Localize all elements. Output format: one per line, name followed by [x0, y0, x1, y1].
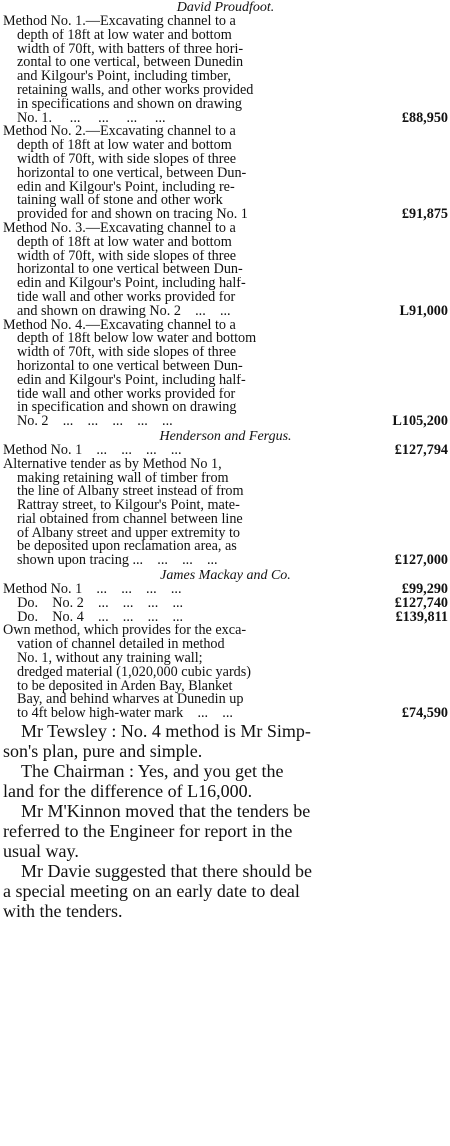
tender-text-line: horizontal to one vertical between Dun-: [17, 263, 243, 278]
tender-leader-text: Do. No. 2 ... ... ... ...: [3, 594, 184, 611]
tender-entry: [3, 608, 448, 625]
tender-text-line: dredged material (1,020,000 cubic yards): [17, 665, 252, 680]
tenderer-heading: James Mackay and Co.: [160, 568, 291, 584]
tender-text-line: Method No. 3.—Excavating channel to a: [3, 221, 236, 236]
tender-text-line: depth of 18ft at low water and bottom: [17, 139, 232, 153]
tender-amount: L105,200: [392, 413, 448, 430]
tenderer-heading: David Proudfoot.: [176, 0, 275, 15]
tender-text-line: rial obtained from channel between line: [17, 512, 243, 527]
tender-leader-text: Method No. 1 ... ... ... ...: [3, 581, 182, 598]
tender-leader-text: No. 2 ... ... ... ... ...: [17, 413, 173, 430]
tender-text-line: depth of 18ft at low water and bottom: [17, 28, 232, 43]
tender-text-line: in specifications and shown on drawing: [17, 97, 242, 112]
tender-leader-text: No. 1. ... ... ... ...: [17, 109, 166, 126]
tender-amount: £91,875: [401, 206, 448, 223]
tender-text-line: be deposited upon reclamation area, as: [17, 540, 237, 555]
tender-amount-line: [3, 441, 448, 458]
tender-leader-text: shown upon tracing ... ... ... ...: [17, 552, 218, 569]
tenderer-heading: Henderson and Fergus.: [159, 428, 292, 444]
tender-text-line: edin and Kilgour's Point, including half-: [17, 277, 246, 291]
tender-text-line: and Kilgour's Point, including timber,: [17, 70, 231, 84]
tender-amount-line: [3, 302, 448, 319]
paragraph-line: Mr Davie suggested that there should be: [21, 861, 312, 882]
tender-entry: [3, 624, 448, 721]
tender-text-line: retaining walls, and other works provided: [17, 83, 254, 98]
discussion-paragraph: [3, 721, 448, 761]
tender-entry: [3, 15, 448, 125]
paragraph-line: usual way.: [3, 841, 79, 862]
paragraph-line: son's plan, pure and simple.: [3, 741, 203, 762]
tender-text-line: making retaining wall of timber from: [17, 471, 229, 486]
tender-text-line: width of 70ft, with side slopes of three: [17, 346, 237, 360]
tender-text-line: horizontal to one vertical between Dun-: [17, 359, 243, 374]
tender-text-line: width of 70ft, with batters of three hori-: [17, 42, 244, 57]
tender-text-line: Alternative tender as by Method No 1,: [3, 457, 222, 472]
paragraph-line: The Chairman : Yes, and you get the: [21, 761, 284, 782]
tender-text-line: Method No. 1.—Excavating channel to a: [3, 15, 236, 29]
tender-amount: £139,811: [395, 608, 448, 625]
paragraph-line: referred to the Engineer for report in the: [3, 821, 293, 842]
tender-text-line: the line of Albany street instead of from: [17, 485, 244, 500]
tender-text-line: width of 70ft, with side slopes of three: [17, 249, 237, 264]
tender-text-line: of Albany street and upper extremity to: [17, 526, 240, 541]
paragraph-line: land for the difference of L16,000.: [3, 781, 253, 802]
tender-amount: £88,950: [401, 109, 448, 126]
tender-entry: [3, 125, 448, 222]
tender-text-line: depth of 18ft at low water and bottom: [17, 235, 232, 250]
tender-text-line: in specification and shown on drawing: [17, 401, 237, 416]
tender-leader-text: provided for and shown on tracing No. 1: [17, 206, 248, 223]
tender-text-line: tide wall and other works provided for: [17, 387, 236, 402]
tender-text-line: zontal to one vertical, between Dunedin: [17, 56, 244, 71]
paragraph-line: with the tenders.: [3, 901, 123, 922]
tender-text-line: horizontal to one vertical, between Dun-: [17, 166, 247, 181]
tender-entry: [3, 319, 448, 429]
tender-text-line: Rattray street, to Kilgour's Point, mate-: [17, 499, 240, 513]
discussion-paragraph: [3, 761, 448, 801]
discussion-paragraph: [3, 801, 448, 861]
tender-leader-text: to 4ft below high-water mark ... ...: [17, 705, 233, 722]
tender-text-line: edin and Kilgour's Point, including half-: [17, 373, 246, 388]
tender-text-line: depth of 18ft below low water and bottom: [17, 332, 257, 347]
tender-text-line: Method No. 4.—Excavating channel to a: [3, 318, 236, 333]
paragraph-line: Mr M'Kinnon moved that the tenders be: [21, 801, 311, 822]
tender-amount-line: [3, 415, 448, 429]
tender-entry: [3, 441, 448, 458]
tender-amount: £127,740: [394, 594, 448, 611]
tender-amount: £99,290: [401, 581, 448, 598]
tender-text-line: vation of channel detailed in method: [17, 638, 225, 653]
tender-text-line: Own method, which provides for the exca-: [3, 624, 247, 639]
tender-text-line: taining wall of stone and other work: [17, 194, 223, 209]
tender-text-line: to be deposited in Arden Bay, Blanket: [17, 679, 233, 694]
tender-amount: £127,794: [394, 441, 448, 458]
paragraph-line: Mr Tewsley : No. 4 method is Mr Simp-: [21, 721, 311, 742]
tender-text-line: tide wall and other works provided for: [17, 290, 236, 305]
tender-text-line: Bay, and behind wharves at Dunedin up: [17, 693, 244, 708]
tender-amount-line: [3, 109, 448, 126]
tender-entry: [3, 222, 448, 319]
tender-text-line: Method No. 2.—Excavating channel to a: [3, 125, 236, 140]
tender-leader-text: Method No. 1 ... ... ... ...: [3, 441, 182, 458]
tender-amount-line: [3, 208, 448, 222]
tender-text-line: No. 1, without any training wall;: [17, 652, 203, 666]
tender-text-line: width of 70ft, with side slopes of three: [17, 152, 237, 167]
tender-text-line: edin and Kilgour's Point, including re-: [17, 180, 235, 195]
tender-amount: £127,000: [394, 552, 448, 569]
tender-amount-line: [3, 707, 448, 721]
tender-entry: [3, 458, 448, 568]
tender-leader-text: Do. No. 4 ... ... ... ...: [3, 608, 184, 625]
tender-amount-line: [3, 608, 448, 625]
paragraph-line: a special meeting on an early date to deal: [3, 881, 300, 902]
discussion-paragraph: [3, 861, 448, 921]
tender-amount: L91,000: [399, 302, 448, 319]
tender-amount: £74,590: [401, 705, 448, 722]
tender-amount-line: [3, 554, 448, 568]
tender-leader-text: and shown on drawing No. 2 ... ...: [17, 302, 231, 319]
